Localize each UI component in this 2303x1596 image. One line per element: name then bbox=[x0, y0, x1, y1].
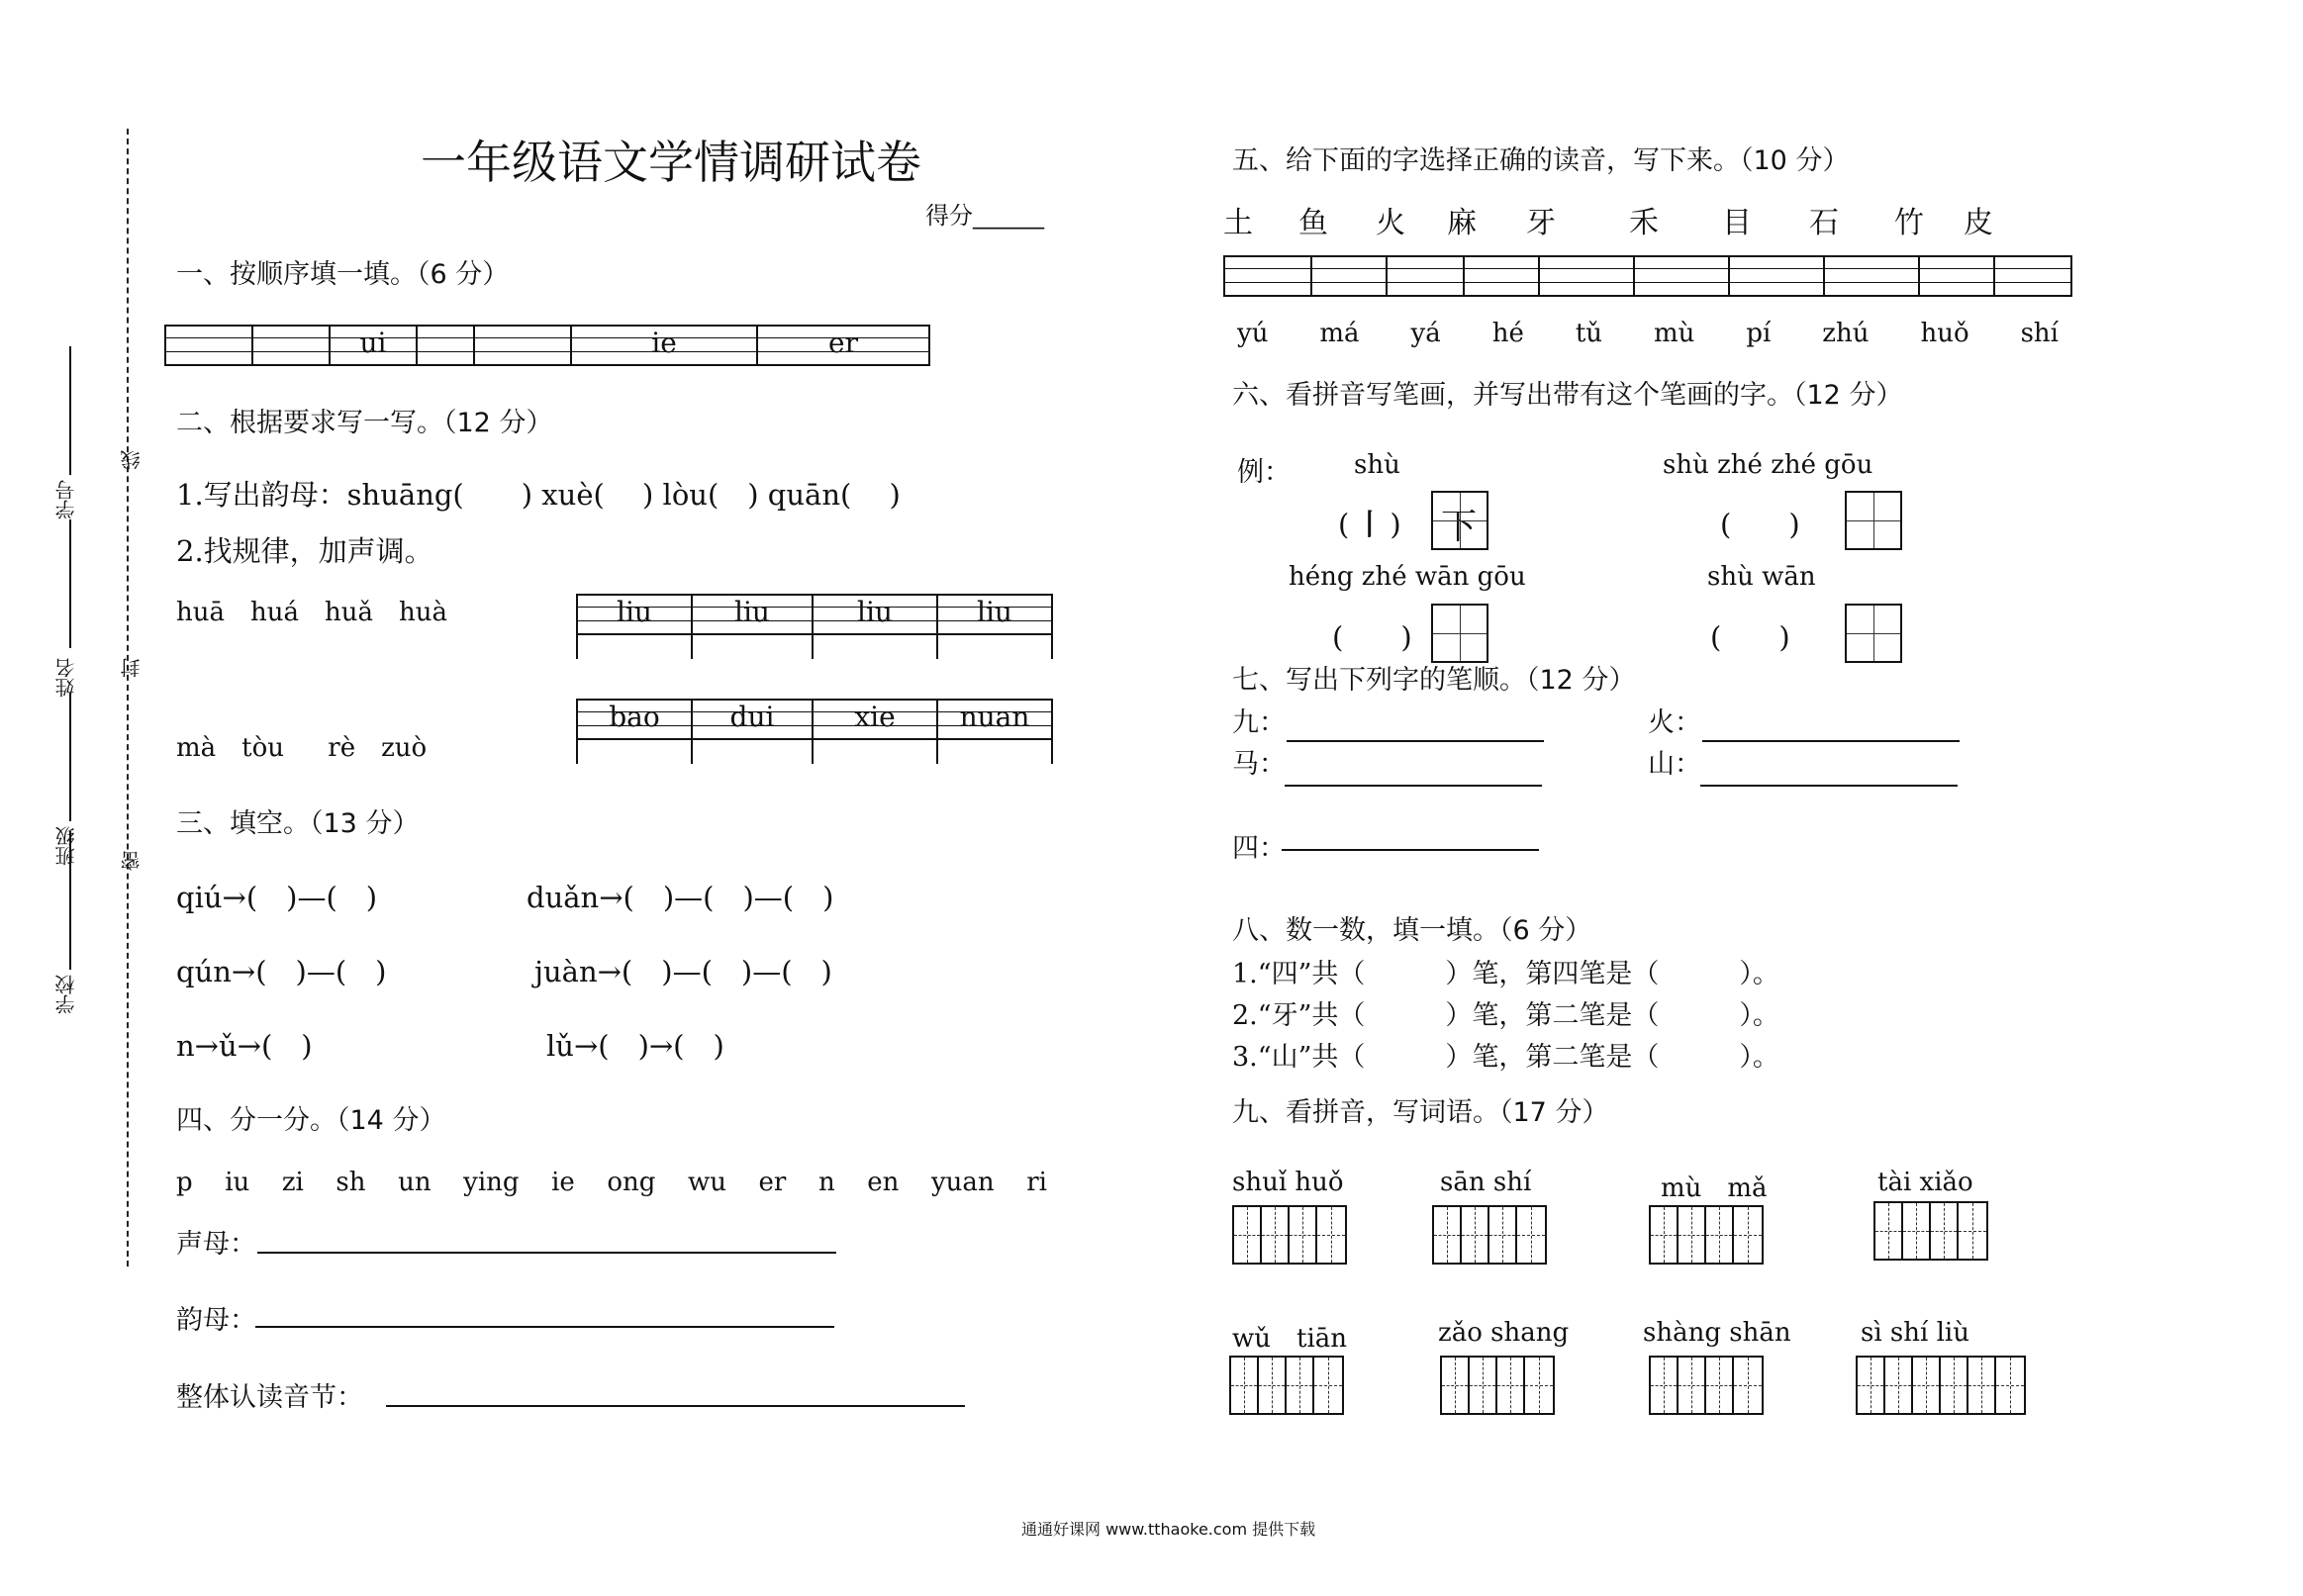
syllable: ie bbox=[551, 1168, 575, 1197]
fill-item[interactable]: duǎn→( )—( )—( ) bbox=[527, 881, 834, 914]
stroke-order-label: 四： bbox=[1232, 833, 1286, 864]
example-char-box bbox=[1431, 491, 1488, 550]
number-field[interactable] bbox=[69, 346, 71, 475]
stroke-order-label: 火： bbox=[1648, 707, 1701, 738]
grid-cell[interactable]: liu bbox=[938, 594, 1053, 659]
char: 土 bbox=[1223, 206, 1253, 240]
syllable: ying bbox=[463, 1168, 520, 1197]
stroke-order-label: 九： bbox=[1232, 707, 1286, 738]
section9-heading: 九、看拼音，写词语。（17 分） bbox=[1232, 1097, 1609, 1128]
stroke-paren[interactable]: ( ) bbox=[1720, 508, 1800, 541]
stroke-order-line[interactable] bbox=[1700, 785, 1958, 787]
pinyin: hé bbox=[1491, 319, 1524, 348]
char-box[interactable] bbox=[1845, 604, 1902, 663]
grid-cell: ui bbox=[331, 325, 418, 366]
grid-cell[interactable] bbox=[1920, 255, 1995, 297]
char-row bbox=[1223, 198, 2055, 241]
grid-cell: ie bbox=[572, 325, 758, 366]
pinyin: má bbox=[1319, 319, 1360, 348]
name-label: 姓名 bbox=[54, 658, 78, 698]
word-box[interactable] bbox=[1856, 1356, 2026, 1415]
syllable: un bbox=[398, 1168, 432, 1197]
syllable: iu bbox=[225, 1168, 250, 1197]
grid-cell[interactable] bbox=[418, 325, 475, 366]
class-field[interactable] bbox=[69, 693, 71, 821]
word-box[interactable] bbox=[1232, 1205, 1347, 1265]
grid-cell[interactable]: dui bbox=[693, 699, 814, 764]
count-line-2[interactable]: 2.“牙”共（ ）笔，第二笔是（ ）。 bbox=[1232, 1000, 1779, 1031]
syllable-list bbox=[176, 1168, 1047, 1197]
finals-label: 韵母： bbox=[176, 1305, 256, 1336]
section7-heading: 七、写出下列字的笔顺。（12 分） bbox=[1232, 665, 1636, 696]
char: 麻 bbox=[1447, 206, 1477, 240]
grid-cell[interactable] bbox=[475, 325, 572, 366]
seal-mi: 密 bbox=[120, 851, 144, 871]
stroke-order-label: 马： bbox=[1232, 749, 1286, 780]
word-box[interactable] bbox=[1432, 1205, 1547, 1265]
stroke-order-line[interactable] bbox=[1702, 740, 1960, 742]
grid-cell[interactable] bbox=[1635, 255, 1730, 297]
grid-cell[interactable] bbox=[1312, 255, 1388, 297]
grid-cell[interactable] bbox=[1540, 255, 1635, 297]
syllable: zi bbox=[281, 1168, 304, 1197]
stroke-pinyin: shù zhé zhé gōu bbox=[1663, 450, 1873, 480]
pinyin: yú bbox=[1237, 319, 1269, 348]
grid-cell[interactable] bbox=[166, 325, 253, 366]
syllable: ri bbox=[1026, 1168, 1047, 1197]
example-label: 例： bbox=[1237, 457, 1291, 488]
tone-row-1: huā huá huǎ huà bbox=[176, 598, 447, 627]
pinyin: mù bbox=[1653, 319, 1695, 348]
fill-item[interactable]: n→ǔ→( ) bbox=[176, 1029, 313, 1063]
grid-cell[interactable] bbox=[1388, 255, 1465, 297]
stroke-order-line[interactable] bbox=[1285, 785, 1542, 787]
char: 目 bbox=[1722, 206, 1752, 240]
stroke-paren: ( 丨 ) bbox=[1338, 508, 1401, 541]
pinyin: yá bbox=[1410, 319, 1441, 348]
number-label: 学号 bbox=[54, 480, 78, 519]
section3-heading: 三、填空。（13 分） bbox=[176, 808, 420, 839]
char: 石 bbox=[1809, 206, 1839, 240]
grid-cell[interactable] bbox=[1730, 255, 1825, 297]
finals-answer-line[interactable] bbox=[255, 1326, 834, 1328]
stroke-pinyin: shù wān bbox=[1707, 562, 1816, 592]
pinyin: huǒ bbox=[1920, 319, 1969, 348]
section2-line2: 2.找规律，加声调。 bbox=[176, 534, 433, 568]
syllable: er bbox=[758, 1168, 787, 1197]
count-line-3[interactable]: 3.“山”共（ ）笔，第二笔是（ ）。 bbox=[1232, 1042, 1779, 1073]
class-label: 班级 bbox=[54, 826, 78, 866]
grid-cell[interactable]: nuan bbox=[938, 699, 1053, 764]
page-title: 一年级语文学情调研试卷 bbox=[421, 136, 921, 189]
char: 火 bbox=[1376, 206, 1405, 240]
grid-cell[interactable]: bao bbox=[578, 699, 693, 764]
section2-line1: 1.写出韵母：shuāng( ) xuè( ) lòu( ) quān( ) bbox=[176, 478, 901, 512]
word-box[interactable] bbox=[1649, 1205, 1764, 1265]
tone-row-2: mà tòu rè zuò bbox=[176, 733, 428, 763]
stroke-pinyin: héng zhé wān gōu bbox=[1289, 562, 1526, 592]
grid-cell[interactable]: xie bbox=[814, 699, 938, 764]
word-box[interactable] bbox=[1873, 1201, 1988, 1261]
name-field[interactable] bbox=[69, 519, 71, 648]
section1-heading: 一、按顺序填一填。（6 分） bbox=[176, 259, 510, 290]
char: 竹 bbox=[1894, 206, 1924, 240]
word-pinyin: shàng shān bbox=[1643, 1318, 1791, 1348]
word-pinyin: sì shí liù bbox=[1861, 1318, 1969, 1348]
pinyin: pí bbox=[1746, 319, 1772, 348]
tone-grid-1 bbox=[576, 594, 1053, 659]
char: 鱼 bbox=[1298, 206, 1328, 240]
seal-feng: 封 bbox=[120, 658, 144, 678]
section2-heading: 二、根据要求写一写。（12 分） bbox=[176, 408, 553, 438]
section8-heading: 八、数一数，填一填。（6 分） bbox=[1232, 915, 1592, 946]
stroke-order-label: 山： bbox=[1648, 749, 1701, 780]
stroke-paren[interactable]: ( ) bbox=[1710, 620, 1790, 654]
footer-credit: 通通好课网 www.tthaoke.com 提供下载 bbox=[1021, 1520, 1316, 1539]
grid-cell[interactable]: liu bbox=[814, 594, 938, 659]
stroke-pinyin: shù bbox=[1354, 450, 1400, 480]
stroke-order-line[interactable] bbox=[1287, 740, 1544, 742]
syllable: p bbox=[176, 1168, 193, 1197]
char: 牙 bbox=[1526, 206, 1556, 240]
word-pinyin: wǔ tiān bbox=[1232, 1324, 1348, 1354]
initials-label: 声母： bbox=[176, 1229, 256, 1260]
word-pinyin: mù mǎ bbox=[1661, 1174, 1768, 1203]
word-box[interactable] bbox=[1229, 1356, 1344, 1415]
section4-heading: 四、分一分。（14 分） bbox=[176, 1105, 446, 1136]
initials-answer-line[interactable] bbox=[257, 1252, 836, 1254]
fill-item[interactable]: qún→( )—( ) bbox=[176, 955, 387, 988]
section5-heading: 五、给下面的字选择正确的读音，写下来。（10 分） bbox=[1232, 145, 1850, 176]
fill-item[interactable]: juàn→( )—( )—( ) bbox=[534, 955, 832, 988]
seal-xian: 线 bbox=[120, 450, 144, 470]
word-box[interactable] bbox=[1649, 1356, 1764, 1415]
school-label: 学校 bbox=[54, 975, 78, 1014]
word-box[interactable] bbox=[1440, 1356, 1555, 1415]
pinyin-answer-grid bbox=[1223, 255, 2072, 297]
whole-syllables-answer-line[interactable] bbox=[386, 1405, 965, 1407]
tone-grid-2 bbox=[576, 699, 1053, 764]
syllable: yuan bbox=[930, 1168, 995, 1197]
grid-cell[interactable] bbox=[253, 325, 331, 366]
pinyin-options bbox=[1237, 319, 2059, 348]
grid-cell[interactable] bbox=[1825, 255, 1920, 297]
section6-heading: 六、看拼音写笔画，并写出带有这个笔画的字。（12 分） bbox=[1232, 380, 1903, 411]
word-pinyin: tài xiǎo bbox=[1877, 1168, 1973, 1197]
word-pinyin: zǎo shang bbox=[1438, 1318, 1570, 1348]
grid-cell[interactable] bbox=[1465, 255, 1540, 297]
char: 皮 bbox=[1964, 206, 1993, 240]
char-box[interactable] bbox=[1431, 604, 1488, 663]
word-pinyin: shuǐ huǒ bbox=[1232, 1168, 1344, 1197]
example-stroke: 丨 bbox=[1355, 508, 1385, 541]
binding-dashed-line bbox=[127, 129, 129, 1267]
grid-cell: er bbox=[758, 325, 930, 366]
word-pinyin: sān shí bbox=[1440, 1168, 1532, 1197]
pinyin: zhú bbox=[1822, 319, 1870, 348]
syllable: en bbox=[867, 1168, 900, 1197]
char-box[interactable] bbox=[1845, 491, 1902, 550]
grid-cell[interactable] bbox=[1995, 255, 2072, 297]
stroke-paren[interactable]: ( ) bbox=[1332, 620, 1412, 654]
syllable: wu bbox=[687, 1168, 726, 1197]
pinyin: shí bbox=[2020, 319, 2059, 348]
char: 禾 bbox=[1629, 206, 1659, 240]
syllable: n bbox=[817, 1168, 835, 1197]
pinyin: tǔ bbox=[1575, 319, 1603, 348]
fill-item[interactable]: lǔ→( )→( ) bbox=[546, 1029, 724, 1063]
syllable: ong bbox=[607, 1168, 656, 1197]
grid-cell[interactable] bbox=[1225, 255, 1312, 297]
example-char: 下 bbox=[1441, 507, 1478, 547]
fill-item[interactable]: qiú→( )—( ) bbox=[176, 881, 378, 914]
stroke-order-line[interactable] bbox=[1282, 849, 1539, 851]
section1-sequence-grid bbox=[164, 325, 930, 366]
whole-syllables-label: 整体认读音节： bbox=[176, 1382, 363, 1413]
score-field[interactable]: 得分______ bbox=[925, 202, 1044, 230]
syllable: sh bbox=[336, 1168, 366, 1197]
grid-cell[interactable]: liu bbox=[578, 594, 693, 659]
grid-cell[interactable]: liu bbox=[693, 594, 814, 659]
count-line-1[interactable]: 1.“四”共（ ）笔，第四笔是（ ）。 bbox=[1232, 959, 1779, 989]
